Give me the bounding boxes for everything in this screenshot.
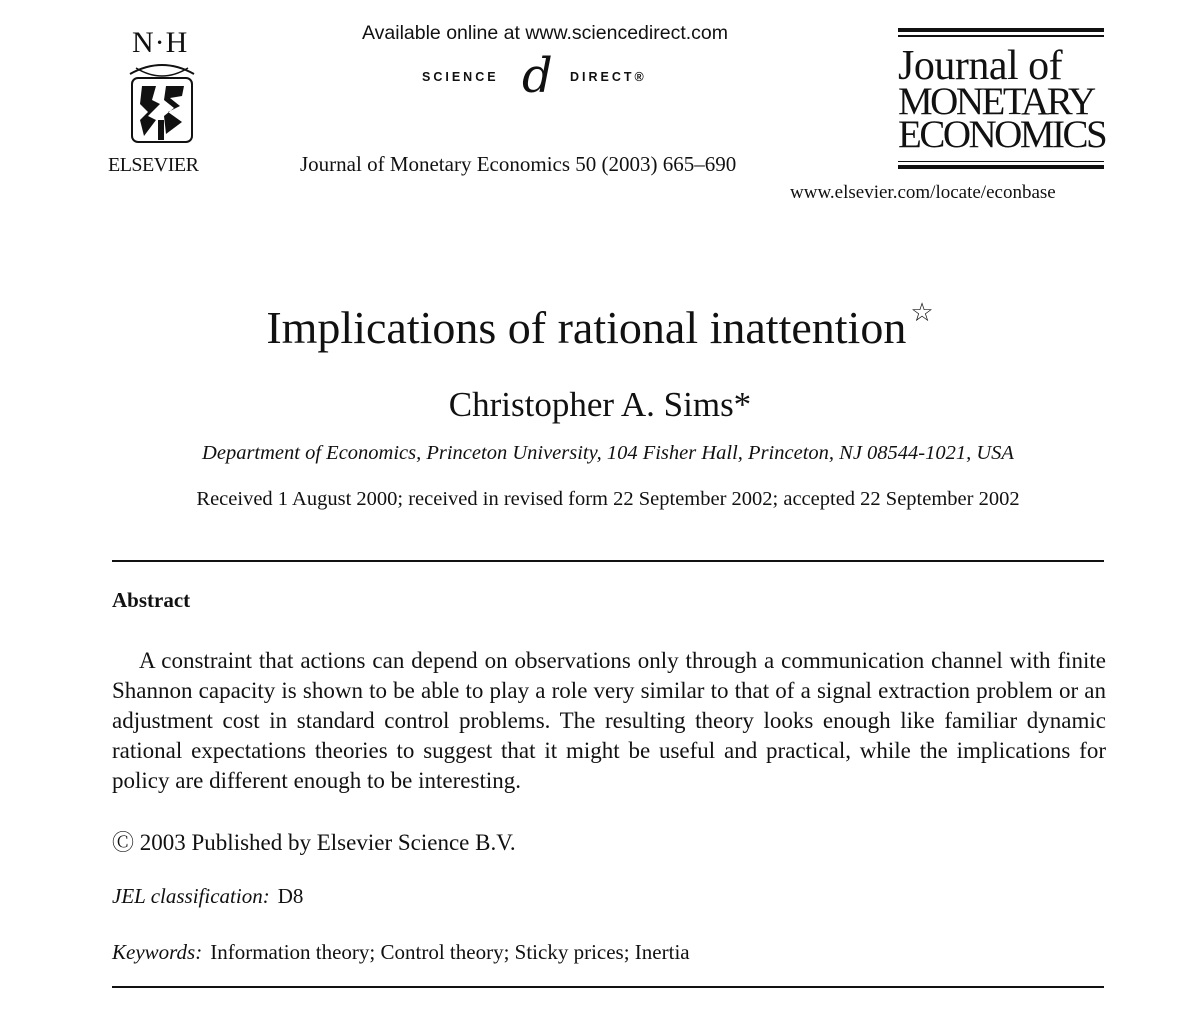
- abstract-body: A constraint that actions can depend on observations only through a communication channel with finite Shannon capacity is shown to be able to play a role very similar to that of a signal extraction problem or an adjustment cost in standard control problems. The resulting theory looks enough like familiar dynamic rational expectations theories to suggest that it might be useful and practical, while the implications for policy are different enough to be interesting.: [112, 648, 1106, 793]
- journal-site-url: www.elsevier.com/locate/econbase: [790, 182, 1056, 203]
- divider-top: [112, 560, 1104, 562]
- journal-logo-rule-bottom: [898, 165, 1104, 169]
- keywords: [112, 940, 690, 965]
- copyright-line: [112, 826, 516, 857]
- sciencedirect-availability: Available online at www.sciencedirect.com: [362, 22, 728, 44]
- journal-logo-line2: MONETARY: [898, 79, 1094, 123]
- sciencedirect-logo-science: SCIENCE: [422, 70, 499, 84]
- elsevier-wordmark: ELSEVIER: [108, 154, 199, 176]
- jel-value: D8: [277, 884, 304, 908]
- paper-title-text: Implications of rational inattention: [266, 302, 907, 353]
- keywords-value: Information theory; Control theory; Sticky prices; Inertia: [210, 940, 690, 964]
- paper-title: [0, 298, 1200, 354]
- jel-classification: [112, 884, 303, 909]
- journal-reference: Journal of Monetary Economics 50 (2003) 665–690: [300, 152, 737, 176]
- journal-logo-rule-top-thin: [898, 35, 1104, 37]
- received-dates: Received 1 August 2000; received in revised form 22 September 2002; accepted 22 September 2002: [196, 488, 1020, 510]
- sciencedirect-logo: [420, 48, 670, 106]
- elsevier-tree-icon: [122, 60, 202, 150]
- jel-label: JEL classification:: [112, 884, 270, 908]
- elsevier-logo: [108, 26, 218, 186]
- author-affiliation: Department of Economics, Princeton University, 104 Fisher Hall, Princeton, NJ 08544-1021, USA: [202, 442, 1014, 464]
- copyright-text: 2003 Published by Elsevier Science B.V.: [139, 830, 516, 855]
- sciencedirect-logo-glyph: d: [522, 48, 553, 104]
- divider-bottom: [112, 986, 1104, 988]
- title-footnote-star-icon: ☆: [910, 298, 934, 327]
- journal-logo-line1: Journal of: [898, 42, 1063, 89]
- journal-logo-line3: ECONOMICS: [898, 112, 1106, 156]
- nh-monogram: N·H: [132, 26, 189, 59]
- abstract-heading: Abstract: [112, 588, 191, 612]
- keywords-label: Keywords:: [112, 940, 203, 964]
- journal-logo-rule-top: [898, 28, 1104, 32]
- journal-logo: [898, 28, 1104, 169]
- journal-logo-rule-bottom-thin: [898, 161, 1104, 163]
- copyright-icon: Ⓒ: [112, 830, 135, 855]
- author-name: Christopher A. Sims*: [448, 385, 752, 424]
- sciencedirect-logo-direct: DIRECT®: [570, 70, 647, 84]
